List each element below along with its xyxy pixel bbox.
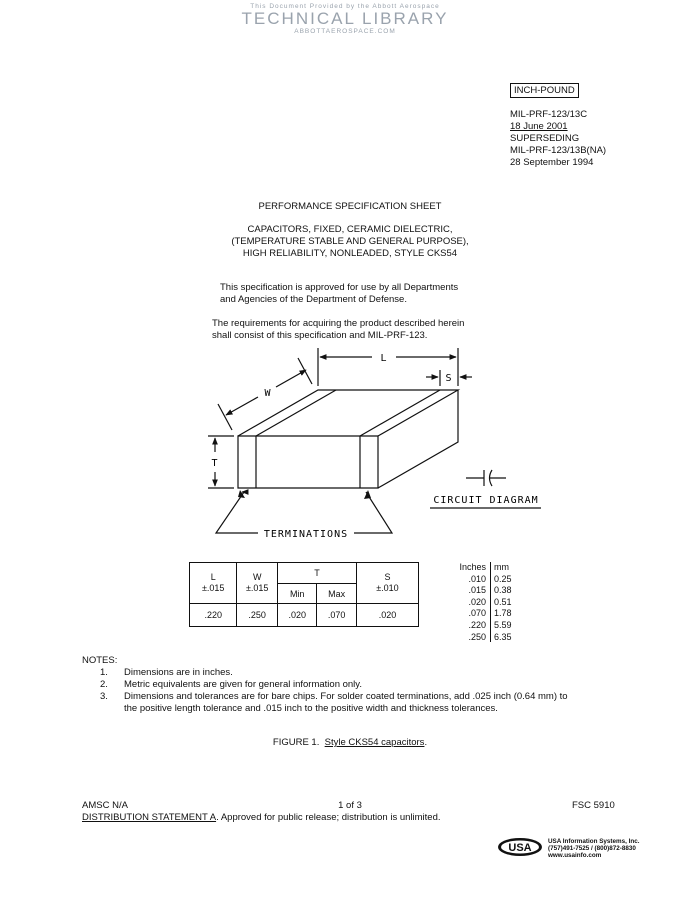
conversion-table	[446, 562, 546, 646]
col-t-max: Max	[317, 584, 356, 604]
conv-mm-value: 0.51	[494, 596, 512, 607]
figure-caption: FIGURE 1. Style CKS54 capacitors.	[272, 737, 428, 748]
banner-title: TECHNICAL LIBRARY	[241, 9, 449, 28]
figure-label: FIGURE 1.	[272, 737, 320, 748]
superseded-date: 28 September 1994	[510, 157, 594, 168]
approval-line-2: and Agencies of the Department of Defense.	[220, 294, 407, 305]
label-w: W	[264, 388, 272, 399]
conv-mm-value: 5.59	[494, 620, 512, 630]
distribution-label: DISTRIBUTION STATEMENT A	[82, 812, 217, 823]
distribution-statement	[82, 812, 441, 823]
usa-logo-text: USA	[508, 842, 532, 854]
requirements-line-2: shall consist of this specification and MIL-PRF-123.	[212, 330, 428, 341]
col-l-tol: ±.015	[201, 583, 225, 593]
page-number: 1 of 3	[338, 800, 362, 811]
label-t: T	[211, 458, 219, 469]
usa-website: www.usainfo.com	[548, 852, 602, 859]
amsc-label: AMSC N/A	[82, 800, 128, 811]
banner-url: ABBOTTAEROSPACE.COM	[294, 28, 396, 35]
conv-inch-value: .250	[468, 631, 486, 642]
cell-w-value: .250	[237, 604, 278, 627]
cell-s-value: .020	[356, 604, 418, 627]
col-t-header: T	[277, 563, 356, 584]
note-text: Dimensions are in inches.	[124, 667, 233, 678]
chip-front-face	[238, 436, 378, 488]
note-number: 1.	[100, 667, 108, 678]
conv-inch-value: .010	[468, 573, 486, 584]
conv-header-mm: mm	[494, 562, 509, 572]
usa-company-name: USA Information Systems, Inc.	[548, 838, 640, 845]
requirements-line-1: The requirements for acquiring the product described herein	[212, 318, 465, 329]
note-text-continuation: the positive length tolerance and .015 inch to the positive width and thickness tolerances.	[124, 703, 498, 714]
cell-l-value: .220	[190, 604, 237, 627]
figure-title: Style CKS54 capacitors	[324, 737, 425, 748]
banner-top-text: This Document Provided by the Abbott Aerospace	[250, 3, 440, 10]
chip-right-face	[378, 390, 458, 488]
cell-t-max-value: .070	[317, 604, 356, 627]
conv-inch-value: .070	[468, 608, 486, 619]
notes-heading: NOTES:	[82, 655, 118, 666]
conv-inch-value: .220	[468, 620, 486, 630]
cell-t-min-value: .020	[277, 604, 316, 627]
conv-mm-value: 1.78	[494, 608, 512, 619]
conv-mm-value: 0.25	[494, 573, 512, 584]
fsc-code: FSC 5910	[572, 800, 615, 811]
col-s-header: S	[384, 572, 391, 582]
capacitor-drawing	[200, 340, 560, 550]
spec-number: MIL-PRF-123/13C	[510, 109, 588, 120]
distribution-text: . Approved for public release; distribution is unlimited.	[216, 812, 441, 823]
approval-line-1: This specification is approved for use by all Departments	[220, 282, 459, 293]
conv-inch-value: .020	[468, 596, 486, 607]
dimension-table	[189, 562, 419, 627]
label-s: S	[445, 373, 453, 384]
note-text: Dimensions and tolerances are for bare chips. For solder coated terminations, add .025 inch (0.64 mm) to	[124, 691, 568, 702]
note-number: 3.	[100, 691, 108, 702]
label-terminations: TERMINATIONS	[263, 529, 349, 540]
col-w-tol: ±.015	[245, 583, 269, 593]
conv-mm-value: 6.35	[494, 631, 512, 642]
usa-info-block	[548, 838, 639, 859]
label-l: L	[380, 353, 388, 364]
title-line-1: CAPACITORS, FIXED, CERAMIC DIELECTRIC,	[247, 224, 453, 235]
superseded-spec: MIL-PRF-123/13B(NA)	[510, 145, 607, 156]
conv-inch-value: .015	[468, 585, 486, 596]
usa-logo	[497, 837, 543, 857]
spec-date: 18 June 2001	[510, 121, 568, 132]
note-number: 2.	[100, 679, 108, 690]
note-text: Metric equivalents are given for general information only.	[124, 679, 362, 690]
col-s-tol: ±.010	[376, 583, 399, 593]
label-circuit-diagram: CIRCUIT DIAGRAM	[433, 495, 539, 506]
usa-phone: (757)491-7525 / (800)872-8830	[548, 845, 636, 852]
col-w-header: W	[252, 572, 262, 582]
col-t-min: Min	[277, 584, 316, 604]
conv-mm-value: 0.38	[494, 585, 512, 596]
notes-section	[82, 655, 682, 715]
col-l-header: L	[210, 572, 216, 582]
title-line-2: (TEMPERATURE STABLE AND GENERAL PURPOSE),	[231, 236, 469, 247]
title-line-3: HIGH RELIABILITY, NONLEADED, STYLE CKS54	[242, 248, 458, 259]
inch-pound-box: INCH-POUND	[510, 83, 579, 98]
superseding-label: SUPERSEDING	[510, 133, 580, 144]
conv-header-inches: Inches	[459, 562, 486, 572]
sheet-title: PERFORMANCE SPECIFICATION SHEET	[258, 201, 442, 212]
